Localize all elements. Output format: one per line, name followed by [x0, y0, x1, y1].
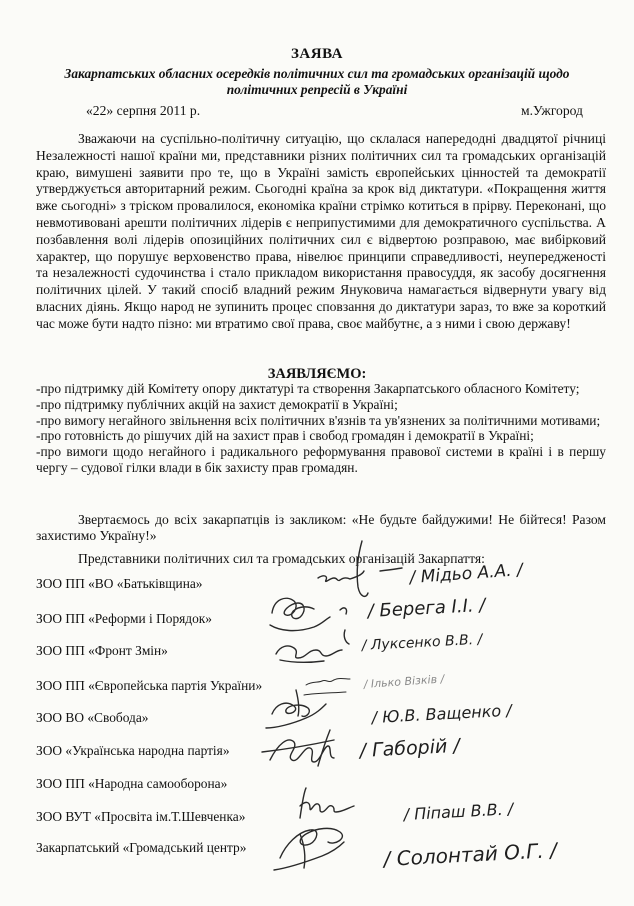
handwritten-name-6: / Габорій / [359, 734, 461, 762]
signature-2 [270, 598, 347, 630]
document-title: ЗАЯВА [291, 46, 343, 62]
handwritten-name-3: / Луксенко В.В. / [361, 631, 483, 654]
body-paragraph: Зважаючи на суспільно-політичну ситуацію, що склалася напередодні двадцятої річниці Незалежності нашої країни ми, представники різних політичних сил та громадських організацій краю, вимушені заявити про те, що в Україні замість європейських цінностей та демократії утверджується авторитарний режим. Сьогодні країна за крок від диктатури. «Покращення життя вже сьогодні» з тріском провалилося, економіка країни стрімко котиться в прірву. Переконані, що невмотивовані арешти політичних лідерів є неприпустимими для демократичного суспільства. А позбавлення волі лідерів опозиційних політичних сил є відвертою розправою, має вибірковий характер, що порушує верховенство права, нівелює принципи справедливості, неупередженості та незалежності судочинства і стало прикладом використання правосуддя, як засобу досягнення політичних цілей. У такий спосіб владний режим Януковича намагається відвернути увагу від власних діянь. Якщо народ не зупинить процес сповзання до диктатури зараз, то вже за короткий час може бути надто пізно: ми втратимо свої права, своє майбутнє, а з ними і свою державу! [36, 131, 606, 331]
signature-5 [266, 690, 326, 728]
signature-3 [276, 630, 349, 662]
signature-7 [300, 788, 354, 818]
document-date: «22» серпня 2011 р. [86, 103, 201, 118]
declaration-item: -про готовність до рішучих дій на захист прав і свобод громадян і демократії в Україні; [36, 428, 534, 444]
organization-hromadskyi-tsentr: Закарпатський «Громадський центр» [36, 840, 247, 855]
signature-6 [262, 730, 334, 766]
document-subtitle: Закарпатських обласних осередків політичних сил та громадських організацій щодо політичних репресій в Україні [64, 66, 570, 97]
signature-8 [274, 828, 344, 870]
signature-4 [304, 679, 350, 696]
handwritten-name-2: / Берега І.І. / [367, 594, 486, 622]
declaration-item: -про підтримку публічних акцій на захист демократії в Україні; [36, 396, 398, 412]
handwritten-name-4: / Ілько Візків / [363, 672, 445, 691]
organization-ukrainska-narodna-partiya: ЗОО «Українська народна партія» [36, 743, 230, 758]
handwritten-name-8: / Солонтай О.Г. / [383, 837, 558, 871]
organization-svoboda: ЗОО ВО «Свобода» [36, 710, 149, 725]
representatives-intro: Представники політичних сил та громадських організацій Закарпаття: [78, 551, 485, 566]
declaration-item: -про вимогу негайного звільнення всіх політичних в'язнів та ув'язнених за політичними мотивами; [36, 412, 601, 428]
organization-prosvita: ЗОО ВУТ «Просвіта ім.Т.Шевченка» [36, 809, 246, 824]
organization-batkivshchyna: ЗОО ПП «ВО «Батьківщина» [36, 576, 203, 591]
declarations-list [36, 381, 606, 476]
organization-narodna-samooborona: ЗОО ПП «Народна самооборона» [36, 776, 228, 791]
appeal-paragraph: Звертаємось до всіх закарпатців із закликом: «Не будьте байдужими! Не бійтеся! Разом захистимо Україну!» [36, 512, 606, 544]
document-place: м.Ужгород [521, 103, 583, 118]
declaration-item: -про підтримку дій Комітету опору диктатурі та створення Закарпатського обласного Комітету; [36, 381, 580, 396]
handwritten-name-7: / Піпаш В.В. / [403, 799, 514, 824]
signature-1 [318, 541, 402, 596]
organization-reformy-i-poryadok: ЗОО ПП «Реформи і Порядок» [36, 611, 213, 626]
handwritten-name-5: / Ю.В. Ващенко / [371, 700, 513, 727]
organization-yevropeiska-partiya: ЗОО ПП «Європейська партія України» [36, 678, 263, 693]
handwritten-name-1: / Мідьо А.А. / [408, 560, 524, 588]
organization-front-zmin: ЗОО ПП «Фронт Змін» [36, 643, 168, 658]
declaration-item: -про вимоги щодо негайного і радикального реформування правової системи в країні і в першу чергу – судової гілки влади в бік захисту прав громадян. [36, 444, 606, 475]
declare-heading: ЗАЯВЛЯЄМО: [267, 366, 367, 382]
